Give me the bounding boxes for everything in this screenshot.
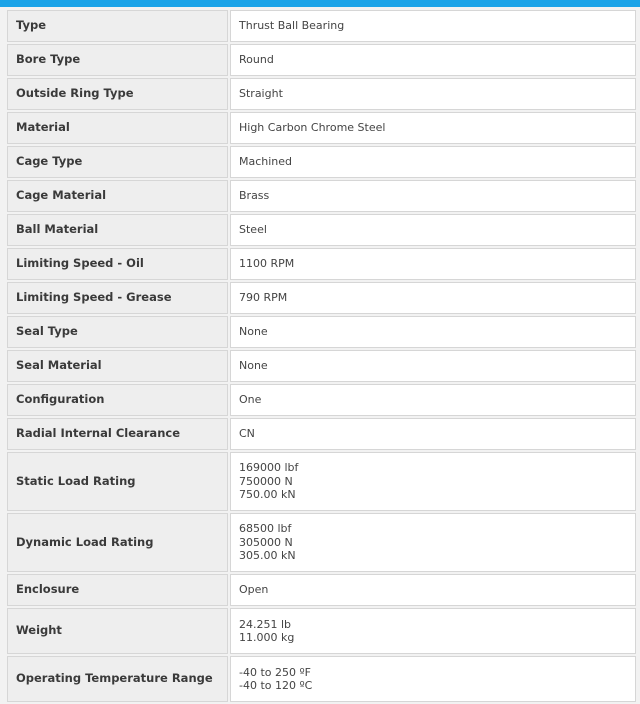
spec-value-line: Straight xyxy=(239,87,283,101)
spec-row xyxy=(7,384,636,416)
spec-row xyxy=(7,214,636,246)
spec-value-line: None xyxy=(239,325,268,339)
spec-label: Cage Material xyxy=(7,180,228,212)
spec-label: Bore Type xyxy=(7,44,228,76)
spec-value-line: 750000 N xyxy=(239,474,293,488)
spec-row xyxy=(7,316,636,348)
spec-value xyxy=(230,384,636,416)
spec-value-line: 750.00 kN xyxy=(239,488,296,502)
spec-value xyxy=(230,574,636,606)
spec-value-line: 24.251 lb xyxy=(239,617,292,631)
spec-value xyxy=(230,44,636,76)
spec-value xyxy=(230,248,636,280)
spec-label: Limiting Speed - Grease xyxy=(7,282,228,314)
spec-row xyxy=(7,10,636,42)
spec-value-line: -40 to 250 ºF xyxy=(239,665,312,679)
spec-row xyxy=(7,656,636,702)
spec-value-line: Steel xyxy=(239,223,267,237)
spec-row xyxy=(7,112,636,144)
spec-label: Weight xyxy=(7,608,228,654)
spec-row xyxy=(7,608,636,654)
spec-row xyxy=(7,452,636,511)
spec-value-line: Thrust Ball Bearing xyxy=(239,19,345,33)
spec-label: Limiting Speed - Oil xyxy=(7,248,228,280)
spec-value-line: 790 RPM xyxy=(239,291,288,305)
spec-value-line: High Carbon Chrome Steel xyxy=(239,121,386,135)
spec-value xyxy=(230,214,636,246)
spec-label: Seal Material xyxy=(7,350,228,382)
spec-label: Static Load Rating xyxy=(7,452,228,511)
spec-value xyxy=(230,513,636,572)
spec-value-line: Brass xyxy=(239,189,270,203)
spec-value-line: None xyxy=(239,359,268,373)
spec-value-line: 169000 lbf xyxy=(239,461,299,475)
spec-value xyxy=(230,316,636,348)
spec-value-line: One xyxy=(239,393,262,407)
spec-label: Cage Type xyxy=(7,146,228,178)
spec-label: Radial Internal Clearance xyxy=(7,418,228,450)
spec-value-line: 68500 lbf xyxy=(239,522,292,536)
spec-label: Seal Type xyxy=(7,316,228,348)
spec-row xyxy=(7,248,636,280)
spec-label: Ball Material xyxy=(7,214,228,246)
spec-row xyxy=(7,513,636,572)
spec-value xyxy=(230,350,636,382)
spec-value xyxy=(230,78,636,110)
spec-row xyxy=(7,78,636,110)
spec-value xyxy=(230,112,636,144)
spec-label: Type xyxy=(7,10,228,42)
spec-value xyxy=(230,656,636,702)
spec-row xyxy=(7,44,636,76)
spec-value xyxy=(230,418,636,450)
spec-value xyxy=(230,180,636,212)
spec-value-line: 305.00 kN xyxy=(239,549,296,563)
spec-value-line: 11.000 kg xyxy=(239,631,295,644)
spec-value xyxy=(230,608,636,654)
spec-value-line: Open xyxy=(239,583,269,597)
spec-value-line: -40 to 120 ºC xyxy=(239,679,313,692)
top-accent-bar xyxy=(0,0,640,7)
spec-value xyxy=(230,452,636,511)
spec-row xyxy=(7,350,636,382)
spec-value-line: Machined xyxy=(239,155,293,169)
spec-row xyxy=(7,418,636,450)
spec-label: Dynamic Load Rating xyxy=(7,513,228,572)
spec-label: Enclosure xyxy=(7,574,228,606)
spec-value-line: 305000 N xyxy=(239,535,293,549)
spec-row xyxy=(7,282,636,314)
spec-value-line: 1100 RPM xyxy=(239,257,295,271)
spec-value-line: CN xyxy=(239,427,255,441)
spec-label: Operating Temperature Range xyxy=(7,656,228,702)
spec-row xyxy=(7,180,636,212)
specifications-table-body xyxy=(7,10,636,702)
specifications-table xyxy=(5,8,638,704)
spec-row xyxy=(7,574,636,606)
spec-label: Outside Ring Type xyxy=(7,78,228,110)
spec-value xyxy=(230,146,636,178)
spec-row xyxy=(7,146,636,178)
spec-value xyxy=(230,282,636,314)
spec-label: Material xyxy=(7,112,228,144)
spec-value xyxy=(230,10,636,42)
spec-label: Configuration xyxy=(7,384,228,416)
spec-value-line: Round xyxy=(239,53,274,67)
